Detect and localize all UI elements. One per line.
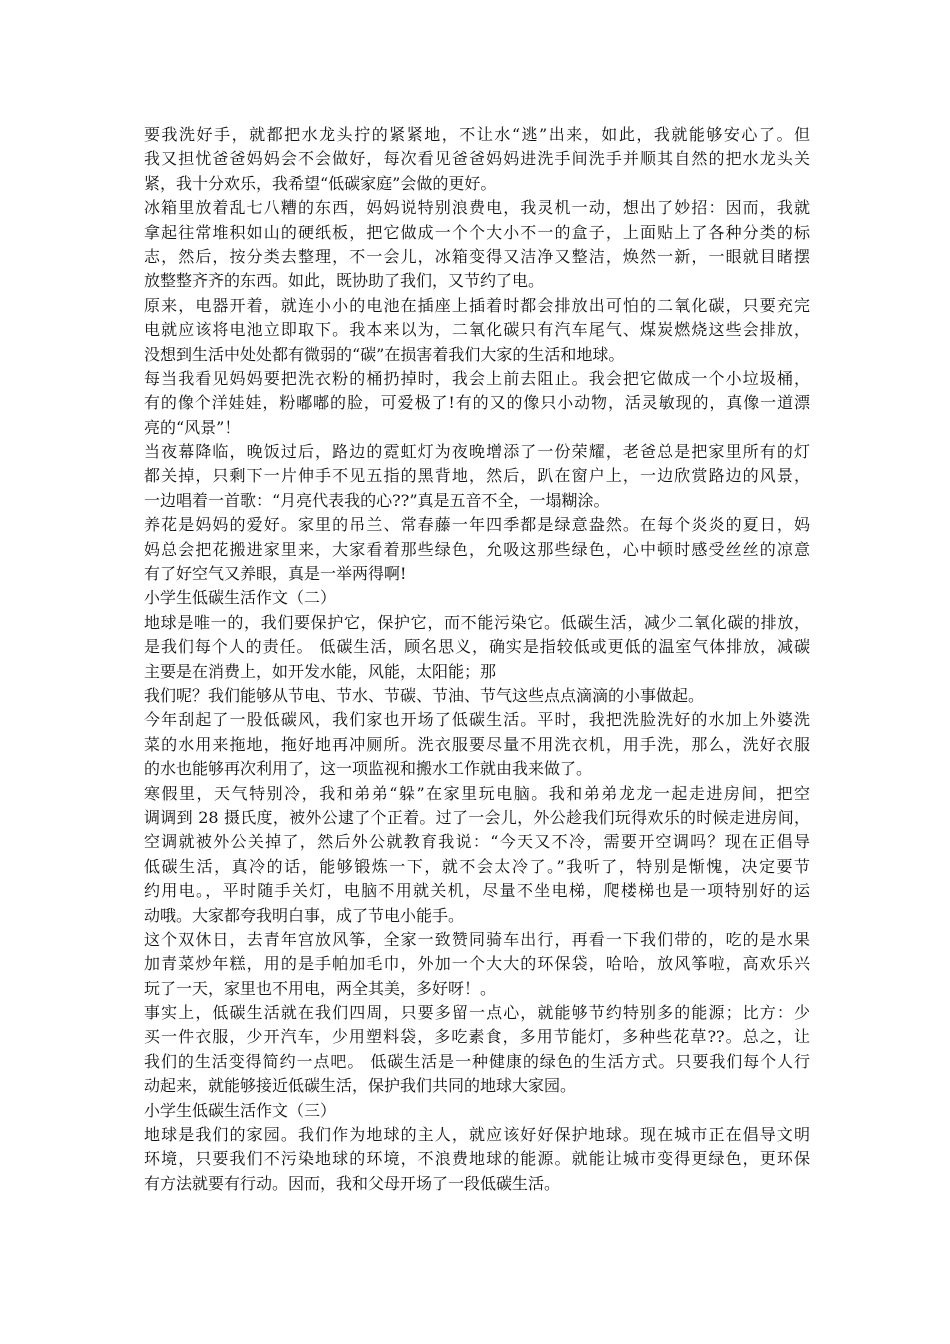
text-line: 当夜幕降临，晚饭过后，路边的霓虹灯为夜晚增添了一份荣耀，老爸总是把家里所有的灯 — [144, 442, 810, 462]
text-line: 我们呢？我们能够从节电、节水、节碳、节油、节气这些点点滴滴的小事做起。 — [144, 685, 705, 705]
text-line: 是我们每个人的责任。 低碳生活，顾名思义，确实是指较低或更低的温室气体排放，减碳 — [144, 637, 810, 657]
text-line: 妈总会把花搬进家里来，大家看着那些绿色，允吸这那些绿色，心中顿时感受丝丝的凉意 — [144, 539, 810, 559]
text-line: 地球是唯一的，我们要保护它，保护它，而不能污染它。低碳生活，减少二氧化碳的排放， — [144, 612, 810, 632]
text-line: 养花是妈妈的爱好。家里的吊兰、常春藤一年四季都是绿意盎然。在每个炎炎的夏日，妈 — [144, 515, 810, 535]
section-heading: 小学生低碳生活作文（三） — [144, 1100, 337, 1120]
text-line: 我们的生活变得简约一点吧。 低碳生活是一种健康的绿色的生活方式。只要我们每个人行 — [144, 1051, 810, 1071]
text-line: 电就应该将电池立即取下。我本来以为，二氧化碳只有汽车尾气、煤炭燃烧这些会排放， — [144, 320, 810, 340]
text-line: 加青菜炒年糕，用的是手帕加毛巾，外加一个大大的环保袋，哈哈，放风筝啦，高欢乐兴 — [144, 954, 810, 974]
text-line: 空调就被外公关掉了，然后外公就教育我说：“今天又不冷，需要开空调吗？现在正倡导 — [144, 832, 810, 852]
text-line: 寒假里，天气特别冷，我和弟弟“躲”在家里玩电脑。我和弟弟龙龙一起走进房间，把空 — [144, 783, 810, 803]
text-line: 拿起往常堆积如山的硬纸板，把它做成一个个大小不一的盒子，上面贴上了各种分类的标 — [144, 222, 810, 242]
text-line: 约用电。，平时随手关灯，电脑不用就关机，尽量不坐电梯，爬楼梯也是一项特别好的运 — [144, 881, 810, 901]
text-line: 环境，只要我们不污染地球的环境，不浪费地球的能源。就能让城市变得更绿色，更环保 — [144, 1149, 810, 1169]
text-line: 紧，我十分欢乐，我希望“低碳家庭”会做的更好。 — [144, 173, 497, 193]
text-line: 亮的“风景”！ — [144, 417, 241, 437]
text-line: 我又担忧爸爸妈妈会不会做好，每次看见爸爸妈妈进洗手间洗手并顺其自然的把水龙头关 — [144, 149, 810, 169]
text-line: 的水也能够再次利用了，这一项监视和搬水工作就由我来做了。 — [144, 759, 593, 779]
text-line: 买一件衣服，少开汽车，少用塑料袋，多吃素食，多用节能灯，多种些花草??。总之，让 — [144, 1027, 810, 1047]
text-line: 低碳生活，真冷的话，能够锻炼一下，就不会太冷了。”我听了，特别是惭愧，决定要节 — [144, 856, 810, 876]
text-line: 地球是我们的家园。我们作为地球的主人，就应该好好保护地球。现在城市正在倡导文明 — [144, 1125, 810, 1145]
text-line: 菜的水用来拖地，拖好地再冲厕所。洗衣服要尽量不用洗衣机，用手洗，那么，洗好衣服 — [144, 734, 810, 754]
text-line: 动哦。大家都夸我明白事，成了节电小能手。 — [144, 905, 465, 925]
text-line: 有了好空气又养眼，真是一举两得啊! — [144, 564, 407, 584]
text-line: 调调到 28 摄氏度，被外公逮了个正着。过了一会儿，外公趁我们玩得欢乐的时候走进房间， — [144, 807, 810, 827]
text-line: 动起来，就能够接近低碳生活，保护我们共同的地球大家园。 — [144, 1076, 577, 1096]
text-line: 冰箱里放着乱七八糟的东西，妈妈说特别浪费电，我灵机一动，想出了妙招：因而，我就 — [144, 198, 810, 218]
text-line: 玩了一天，家里也不用电，两全其美，多好呀！。 — [144, 978, 497, 998]
text-line: 有方法就要有行动。因而，我和父母开场了一段低碳生活。 — [144, 1173, 561, 1193]
text-line: 没想到生活中处处都有微弱的“碳”在损害着我们大家的生活和地球。 — [144, 344, 625, 364]
text-line: 主要是在消费上，如开发水能，风能，太阳能；那 — [144, 661, 497, 681]
text-line: 要我洗好手，就都把水龙头拧的紧紧地，不让水“逃”出来，如此，我就能够安心了。但 — [144, 125, 810, 144]
text-line: 事实上，低碳生活就在我们四周，只要多留一点心，就能够节约特别多的能源；比方：少 — [144, 1003, 810, 1023]
text-line: 有的像个洋娃娃，粉嘟嘟的脸，可爱极了!有的又的像只小动物，活灵敏现的，真像一道漂 — [144, 393, 810, 413]
text-line: 每当我看见妈妈要把洗衣粉的桶扔掉时，我会上前去阻止。我会把它做成一个小垃圾桶， — [144, 368, 810, 388]
text-line: 这个双休日，去青年宫放风筝，全家一致赞同骑车出行，再看一下我们带的，吃的是水果 — [144, 929, 810, 949]
text-line: 志，然后，按分类去整理，不一会儿，冰箱变得又洁净又整洁，焕然一新，一眼就目睹摆 — [144, 246, 810, 266]
text-line: 今年刮起了一股低碳风，我们家也开场了低碳生活。平时，我把洗脸洗好的水加上外婆洗 — [144, 710, 810, 730]
text-line: 原来，电器开着，就连小小的电池在插座上插着时都会排放出可怕的二氧化碳，只要充完 — [144, 295, 810, 315]
section-heading: 小学生低碳生活作文（二） — [144, 588, 337, 608]
text-line: 一边唱着一首歌：“月亮代表我的心??”真是五音不全，一塌糊涂。 — [144, 490, 610, 510]
document-body — [144, 123, 810, 1196]
text-line: 放整整齐齐的东西。如此，既协助了我们，又节约了电。 — [144, 271, 545, 291]
text-line: 都关掉，只剩下一片伸手不见五指的黑背地，然后，趴在窗户上，一边欣赏路边的风景， — [144, 466, 810, 486]
